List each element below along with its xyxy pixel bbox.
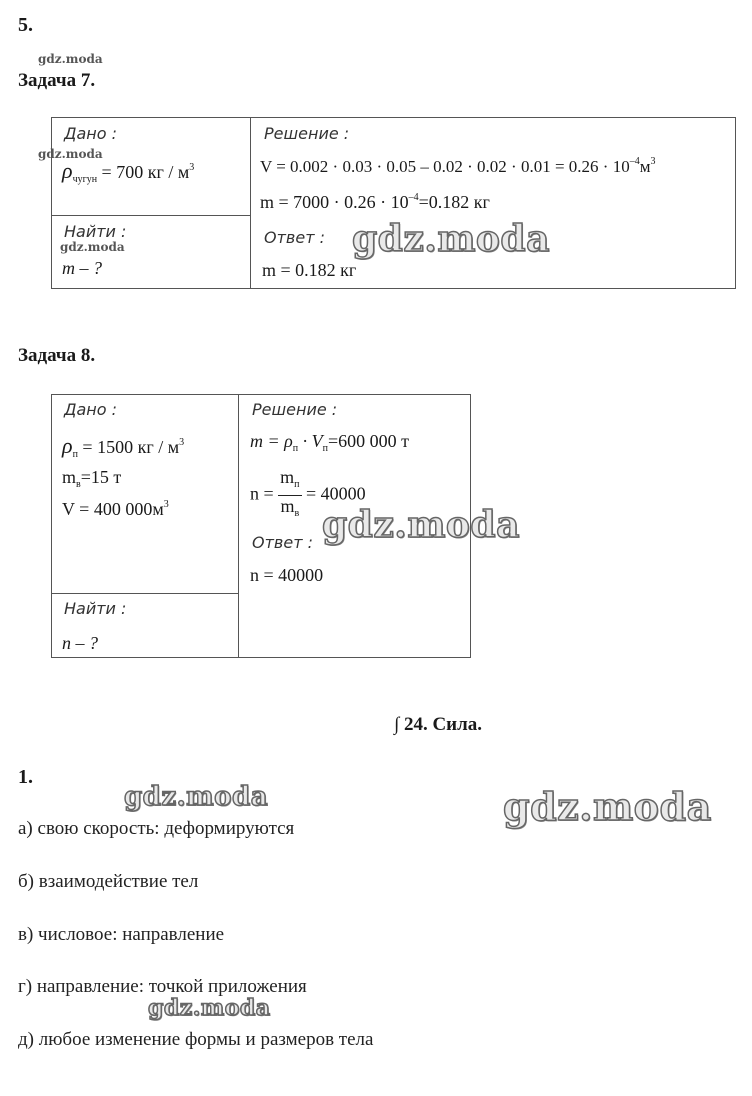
- mass-subscript: в: [76, 479, 81, 490]
- mass-formula: [260, 192, 490, 213]
- watermark-logo: gdz.moda: [322, 504, 520, 546]
- find-label: Найти :: [64, 222, 127, 241]
- mass-symbol: m: [62, 467, 77, 487]
- denominator-subscript: в: [294, 508, 300, 519]
- volume-exponent: –4: [629, 156, 640, 167]
- given-density: [62, 433, 184, 460]
- volume-unit-exponent: 3: [650, 156, 656, 167]
- rho-subscript: чугун: [72, 174, 98, 185]
- find-expression: n – ?: [62, 633, 98, 653]
- watermark-logo: gdz.moda: [124, 782, 269, 812]
- find-label: Найти :: [64, 599, 127, 618]
- section-title: ∫ 24. Сила.: [394, 714, 483, 735]
- watermark: gdz.moda: [60, 240, 125, 254]
- watermark-logo: gdz.moda: [503, 784, 712, 829]
- fraction-denominator: [278, 496, 301, 524]
- given-volume: [62, 499, 169, 520]
- watermark: gdz.moda: [38, 147, 103, 161]
- density-exponent: 3: [179, 437, 185, 448]
- rho-symbol: ρ: [62, 158, 73, 183]
- numerator-subscript: п: [294, 479, 300, 490]
- given-label: Дано :: [64, 400, 118, 419]
- table-divider: [52, 215, 250, 216]
- find-value: [62, 633, 98, 654]
- find-expression: m – ?: [62, 258, 102, 278]
- density-value: = 1500 кг / м: [82, 437, 180, 457]
- answer-item-e: д) любое изменение формы и размеров тела: [18, 1029, 374, 1050]
- numerator-symbol: m: [280, 467, 295, 487]
- answer-label: Ответ :: [252, 533, 313, 552]
- given-density: [62, 158, 194, 185]
- watermark-logo: gdz.moda: [148, 995, 271, 1021]
- question-number-1: 1.: [18, 766, 33, 788]
- mass-result: =600 000 т: [328, 431, 410, 451]
- table-divider: [250, 118, 251, 288]
- answer-value: m = 0.182 кг: [262, 260, 357, 280]
- given-label: Дано :: [64, 124, 118, 143]
- answer-value: n = 40000: [250, 565, 324, 585]
- density-exponent: 3: [189, 162, 195, 173]
- given-mass: [62, 467, 121, 490]
- fraction: [278, 467, 301, 524]
- mass-expression: m = 7000 · 0.26 · 10: [260, 192, 409, 212]
- volume-formula: [260, 156, 655, 177]
- volume-value: V = 400 000м: [62, 499, 164, 519]
- volume-exponent: 3: [163, 499, 169, 510]
- count-lhs: n =: [250, 483, 279, 504]
- table-divider: [238, 395, 239, 657]
- mass-expression: m = ρ: [250, 431, 293, 451]
- task8-title: Задача 8.: [18, 345, 96, 366]
- count-rhs: = 40000: [301, 483, 366, 504]
- rho-subscript: п: [72, 449, 78, 460]
- answer-label: Ответ :: [264, 228, 325, 247]
- task7-table: [51, 117, 736, 289]
- problem-number-5: 5.: [18, 14, 33, 36]
- solution-label: Решение :: [264, 124, 350, 143]
- volume-unit: м: [639, 157, 651, 176]
- solution-label: Решение :: [252, 400, 338, 419]
- answer-item-d: г) направление: точкой приложения: [18, 976, 307, 997]
- volume-subscript: п: [322, 443, 329, 454]
- find-value: [62, 258, 102, 279]
- rho-symbol: ρ: [62, 433, 73, 458]
- table-divider: [52, 593, 238, 594]
- task7-title: Задача 7.: [18, 70, 96, 91]
- mass-formula: [250, 431, 409, 454]
- volume-expression: V = 0.002 · 0.03 · 0.05 – 0.02 · 0.02 · 0.01 = 0.26 · 10: [260, 157, 630, 176]
- answer-item-b: б) взаимодействие тел: [18, 871, 199, 892]
- answer-item-c: в) числовое: направление: [18, 924, 225, 945]
- fraction-numerator: [278, 467, 301, 496]
- volume-symbol: · V: [298, 431, 323, 451]
- denominator-symbol: m: [280, 496, 295, 516]
- watermark: gdz.moda: [38, 52, 103, 66]
- mass-result: =0.182 кг: [418, 192, 490, 212]
- rho-subscript: п: [292, 443, 299, 454]
- mass-exponent: –4: [408, 192, 419, 203]
- density-value: = 700 кг / м: [101, 162, 190, 182]
- answer-item-a: а) свою скорость: деформируются: [18, 818, 295, 839]
- watermark-logo: gdz.moda: [352, 218, 550, 260]
- mass-value: =15 т: [80, 467, 122, 487]
